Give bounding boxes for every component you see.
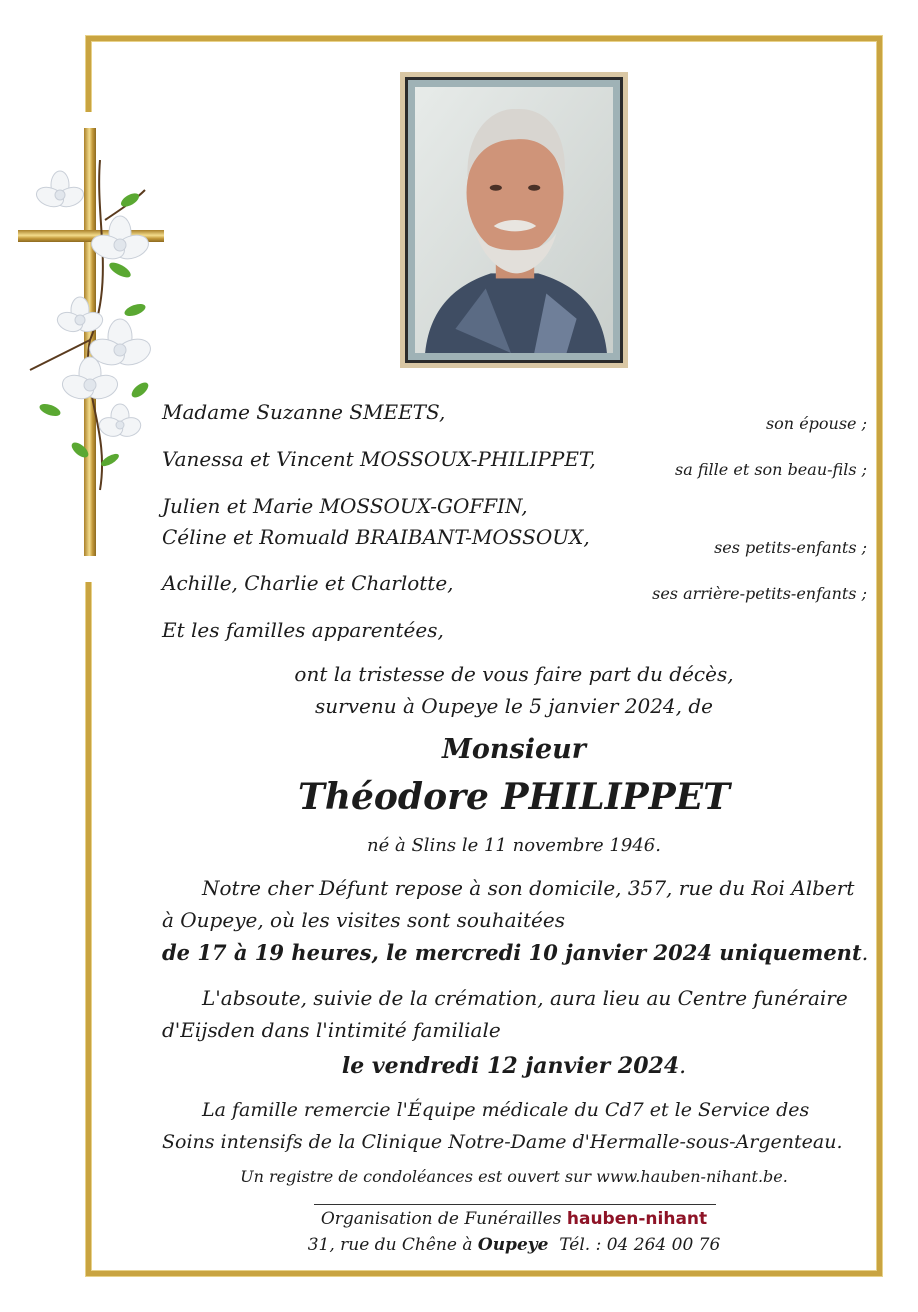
family-line-5: Achille, Charlie et Charlotte, xyxy=(162,571,454,595)
visit-line-1: Notre cher Défunt repose à son domicile, 357, rue du Roi Albert xyxy=(202,876,855,900)
ceremony-line-1: L'absoute, suivie de la crémation, aura lieu au Centre funéraire xyxy=(202,986,848,1010)
relation-great-grandchildren: ses arrière-petits-enfants ; xyxy=(652,584,867,603)
relation-daughter: sa fille et son beau-fils ; xyxy=(675,460,867,479)
thanks-line-2: Soins intensifs de la Clinique Notre-Dame d'Hermalle-sous-Argenteau. xyxy=(162,1131,843,1153)
footer-address xyxy=(162,1235,866,1255)
ceremony-paragraph xyxy=(162,982,868,1046)
phone-number: Tél. : 04 264 00 76 xyxy=(559,1235,721,1255)
visit-hours xyxy=(162,940,869,965)
visit-paragraph xyxy=(162,872,868,936)
ceremony-date-period: . xyxy=(679,1054,687,1079)
announcement-line-1: ont la tristesse de vous faire part du décès, xyxy=(294,662,734,686)
footer-organisation xyxy=(162,1209,866,1229)
address-city: Oupeye xyxy=(477,1235,549,1255)
deceased-title: Monsieur xyxy=(441,734,587,765)
announcement-line-2: survenu à Oupeye le 5 janvier 2024, de xyxy=(314,694,714,718)
family-line-3: Julien et Marie MOSSOUX-GOFFIN, xyxy=(162,494,528,518)
family-line-4: Céline et Romuald BRAIBANT-MOSSOUX, xyxy=(162,525,590,549)
ceremony-date-text: le vendredi 12 janvier 2024 xyxy=(341,1053,680,1079)
visit-hours-text: de 17 à 19 heures, le mercredi 10 janvier 2024 uniquement xyxy=(162,940,862,965)
birth-info: né à Slins le 11 novembre 1946. xyxy=(367,835,661,856)
family-line-6: Et les familles apparentées, xyxy=(162,618,444,642)
deceased-name: Théodore PHILIPPET xyxy=(298,776,730,818)
family-line-1: Madame Suzanne SMEETS, xyxy=(162,400,446,424)
footer-divider xyxy=(314,1204,716,1205)
condolence-register: Un registre de condoléances est ouvert sur www.hauben-nihant.be. xyxy=(240,1167,788,1186)
visit-line-2: à Oupeye, où les visites sont souhaitées xyxy=(162,908,565,932)
thanks-paragraph xyxy=(162,1094,868,1158)
ceremony-date xyxy=(162,1053,866,1079)
relation-spouse: son épouse ; xyxy=(765,414,867,433)
ceremony-line-2: d'Eijsden dans l'intimité familiale xyxy=(162,1018,501,1042)
family-line-2: Vanessa et Vincent MOSSOUX-PHILIPPET, xyxy=(162,447,596,471)
visit-hours-period: . xyxy=(861,941,869,965)
organisation-label: Organisation de Funérailles xyxy=(320,1209,562,1229)
brand-logo: hauben-nihant xyxy=(566,1209,708,1229)
magnolia-flowers-icon xyxy=(20,160,170,500)
address-label: 31, rue du Chêne à xyxy=(307,1235,473,1255)
thanks-line-1: La famille remercie l'Équipe médicale du Cd7 et le Service des xyxy=(202,1099,810,1121)
relation-grandchildren: ses petits-enfants ; xyxy=(714,538,867,557)
portrait-frame xyxy=(400,72,628,368)
portrait-photo xyxy=(415,87,613,353)
